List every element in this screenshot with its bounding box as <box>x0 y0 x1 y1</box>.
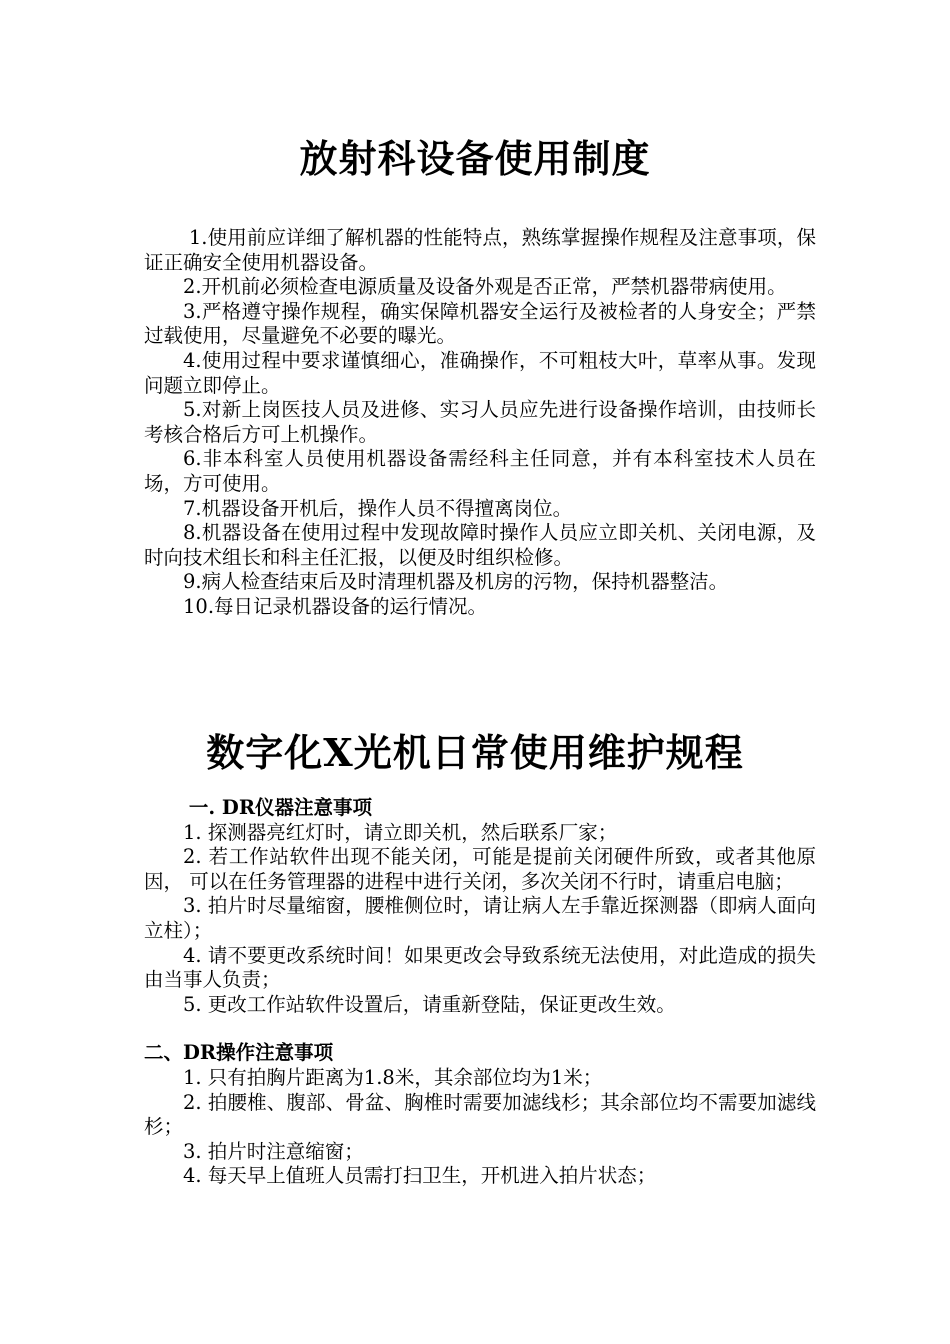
section-gap <box>144 1017 816 1041</box>
section1-item: 6.非本科室人员使用机器设备需经科主任同意，并有本科室技术人员在场，方可使用。 <box>144 447 816 495</box>
section1-item: 10.每日记录机器设备的运行情况。 <box>183 594 488 618</box>
part2-heading: 二、DR操作注意事项 <box>144 1041 334 1065</box>
part1-item: 2. 若工作站软件出现不能关闭，可能是提前关闭硬件所致，或者其他原因， 可以在任务管理器的进程中进行关闭，多次关闭不行时，请重启电脑； <box>144 845 816 893</box>
part2-item: 3. 拍片时注意缩窗； <box>183 1139 364 1163</box>
part1-item: 5. 更改工作站软件设置后，请重新登陆，保证更改生效。 <box>183 992 676 1016</box>
section1-item: 2.开机前必须检查电源质量及设备外观是否正常，严禁机器带病使用。 <box>183 275 787 299</box>
section1-item: 9.病人检查结束后及时清理机器及机房的污物，保持机器整洁。 <box>183 570 729 594</box>
section1-item: 7.机器设备开机后，操作人员不得擅离岗位。 <box>183 496 573 520</box>
part1-heading: 一. DR仪器注意事项 <box>188 796 373 819</box>
section1-item: 3.严格遵守操作规程，确实保障机器安全运行及被检者的人身安全；严禁过载使用，尽量避免不必要的曝光。 <box>144 299 816 348</box>
part2-item: 4. 每天早上值班人员需打扫卫生，开机进入拍片状态； <box>183 1164 657 1188</box>
section1-title: 放射科设备使用制度 <box>299 136 651 181</box>
section1-item: 5.对新上岗医技人员及进修、实习人员应先进行设备操作培训，由技师长考核合格后方可上机操作。 <box>144 398 816 446</box>
section1-body <box>144 226 816 620</box>
part2-item: 1. 只有拍胸片距离为1.8米，其余部位均为1米； <box>183 1065 603 1089</box>
section2-title: 数字化X光机日常使用维护规程 <box>206 730 744 775</box>
part1-item: 3. 拍片时尽量缩窗，腰椎侧位时，请让病人左手靠近探测器（即病人面向立柱）； <box>144 894 816 942</box>
part2-item: 2. 拍腰椎、腹部、骨盆、胸椎时需要加滤线杉；其余部位均不需要加滤线杉； <box>144 1090 816 1139</box>
part1-item: 4. 请不要更改系统时间！如果更改会导致系统无法使用，对此造成的损失由当事人负责； <box>144 943 816 992</box>
part1-item: 1. 探测器亮红灯时，请立即关机，然后联系厂家； <box>183 820 618 844</box>
section1-item: 4.使用过程中要求谨慎细心，准确操作，不可粗枝大叶，草率从事。发现问题立即停止。 <box>144 348 816 397</box>
section2-body <box>144 796 816 1189</box>
section1-item: 1.使用前应详细了解机器的性能特点，熟练掌握操作规程及注意事项，保证正确安全使用机器设备。 <box>144 226 816 274</box>
section1-item: 8.机器设备在使用过程中发现故障时操作人员应立即关机、关闭电源，及时向技术组长和科主任汇报，以便及时组织检修。 <box>144 521 816 569</box>
